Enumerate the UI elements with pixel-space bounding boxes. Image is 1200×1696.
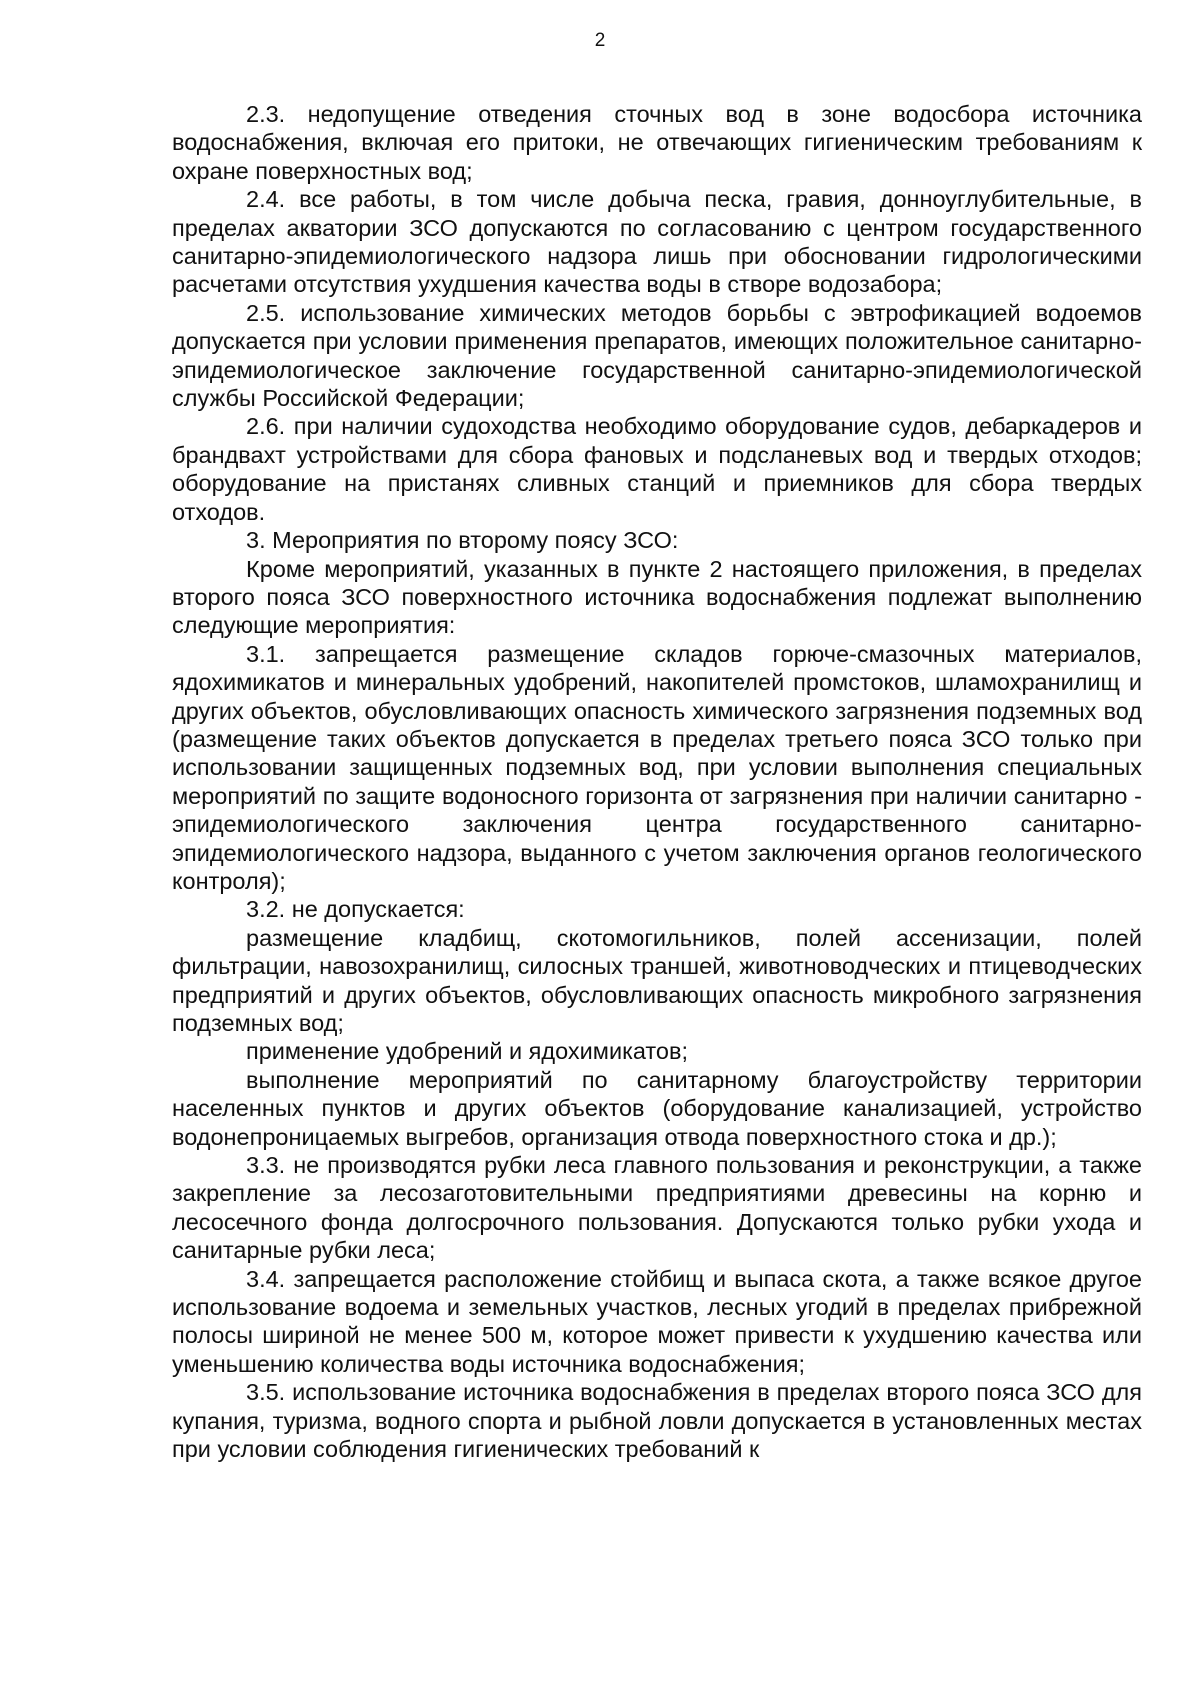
- paragraph-3-2: 3.2. не допускается:: [246, 896, 465, 923]
- paragraph-3-3: 3.3. не производятся рубки леса главного пользования и реконструкции, а также закрепление за лесозаготовительными предприятиями древесины на корню и лесосечного фонда долгосрочного пользования. Допускаются только рубки ухода и санитарные рубки леса;: [172, 1152, 1142, 1264]
- section-3-heading: 3. Мероприятия по второму поясу ЗСО:: [246, 527, 679, 554]
- paragraph-3-2-item-3: выполнение мероприятий по санитарному благоустройству территории населенных пунктов и других объектов (оборудование канализацией, устройство водонепроницаемых выгребов, организация отвода поверхностного стока и др.);: [172, 1066, 1142, 1150]
- page-number: 2: [594, 30, 606, 51]
- paragraph-2-5: 2.5. использование химических методов борьбы с эвтрофикацией водоемов допускается при условии применения препаратов, имеющих положительное санитарно-эпидемиологическое заключение государственной санитарно-эпидемиологической службы Российской Федерации;: [172, 299, 1142, 412]
- paragraph-3-5: 3.5. использование источника водоснабжения в пределах второго пояса ЗСО для купания, туризма, водного спорта и рыбной ловли допускается в установленных местах при условии соблюдения гигиенических требований к: [172, 1379, 1142, 1463]
- paragraph-2-4: 2.4. все работы, в том числе добыча песка, гравия, донноуглубительные, в пределах акватории ЗСО допускаются по согласованию с центром государственного санитарно-эпидемиологического надзора лишь при обосновании гидрологическими расчетами отсутствия ухудшения качества воды в створе водозабора;: [172, 186, 1142, 298]
- paragraph-3-2-item-1: размещение кладбищ, скотомогильников, полей ассенизации, полей фильтрации, навозохранилищ, силосных траншей, животноводческих и птицеводческих предприятий и других объектов, обусловливающих опасность микробного загрязнения подземных вод;: [172, 924, 1142, 1036]
- document-body: [172, 100, 1142, 1464]
- paragraph-2-6: 2.6. при наличии судоходства необходимо оборудование судов, дебаркадеров и брандвахт устройствами для сбора фановых и подсланевых вод и твердых отходов; оборудование на пристанях сливных станций и приемников для сбора твердых отходов.: [172, 413, 1142, 525]
- paragraph-2-3: 2.3. недопущение отведения сточных вод в зоне водосбора источника водоснабжения, включая его притоки, не отвечающих гигиеническим требованиям к охране поверхностных вод;: [172, 101, 1142, 184]
- section-3-intro: Кроме мероприятий, указанных в пункте 2 настоящего приложения, в пределах второго пояса ЗСО поверхностного источника водоснабжения подлежат выполнению следующие мероприятия:: [172, 555, 1142, 639]
- paragraph-3-4: 3.4. запрещается расположение стойбищ и выпаса скота, а также всякое другое использование водоема и земельных участков, лесных угодий в пределах прибрежной полосы шириной не менее 500 м, которое может привести к ухудшению качества или уменьшению количества воды источника водоснабжения;: [172, 1265, 1142, 1377]
- paragraph-3-2-item-2: применение удобрений и ядохимикатов;: [246, 1038, 689, 1065]
- paragraph-3-1: 3.1. запрещается размещение складов горюче-смазочных материалов, ядохимикатов и минеральных удобрений, накопителей промстоков, шламохранилищ и других объектов, обусловливающих опасность химического загрязнения подземных вод (размещение таких объектов допускается в пределах третьего пояса ЗСО только при использовании защищенных подземных вод, при условии выполнения специальных мероприятий по защите водоносного горизонта от загрязнения при наличии санитарно - эпидемиологического заключения центра государственного санитарно-эпидемиологического надзора, выданного с учетом заключения органов геологического контроля);: [172, 640, 1142, 894]
